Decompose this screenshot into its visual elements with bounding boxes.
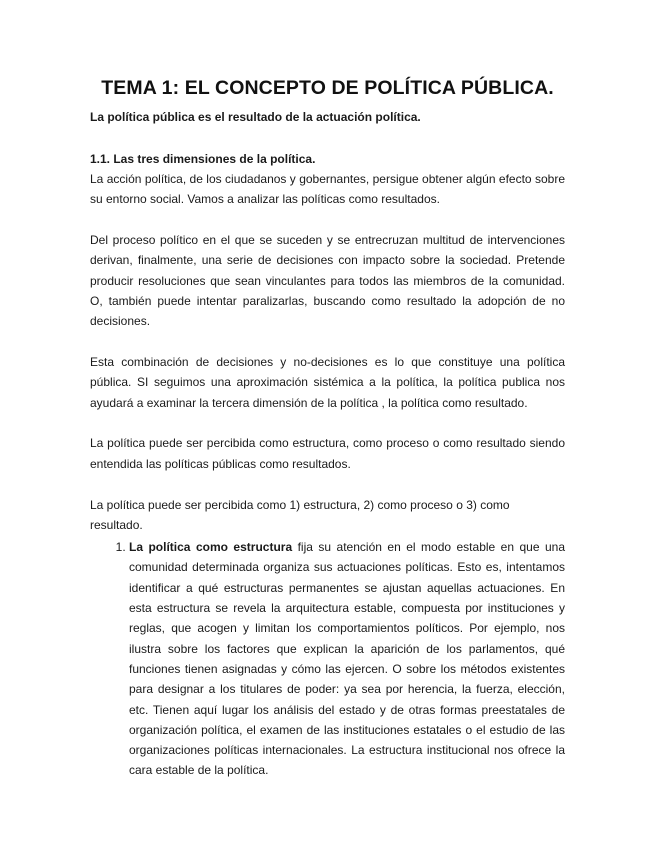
paragraph-3: Esta combinación de decisiones y no-decisiones es lo que constituye una política pública. SI seguimos una aproximación sistémica a la política, la política publica nos ayudará a examinar la tercera dimensión de la política , la política como resultado. [90,355,565,410]
list-item [129,537,565,781]
document-title: TEMA 1: EL CONCEPTO DE POLÍTICA PÚBLICA. [101,77,554,99]
section-heading: 1.1. Las tres dimensiones de la política. [90,152,316,166]
list-intro: La política puede ser percibida como 1) estructura, 2) como proceso o 3) como resultado. [90,497,510,532]
list-item-bold-lead: La política como estructura [129,540,293,555]
numbered-list [90,537,565,781]
list-item-text: fija su atención en el modo estable en que una comunidad determinada organiza sus actuaciones políticas. Esto es, intentamos identificar a qué estructuras permanentes se ajustan aquellas actuaciones. En esta estructura se revela la arquitectura estable, compuesta por instituciones y reglas, que acogen y limitan los comportamientos políticos. Por ejemplo, nos ilustra sobre los factores que explican la aparición de los parlamentos, qué funciones tienen asignadas y cómo las ejercen. O sobre los métodos existentes para designar a los titulares de poder: ya sea por herencia, la fuerza, elección, etc. Tienen aquí lugar los análisis del estado y de otras formas preestatales de organización política, el examen de las instituciones estatales o el estudio de las organizaciones políticas internacionales. La estructura institucional nos ofrece la cara estable de la política. [129,540,566,778]
document-subtitle: La política pública es el resultado de la actuación política. [90,110,421,124]
paragraph-1: La acción política, de los ciudadanos y gobernantes, persigue obtener algún efecto sobre su entorno social. Vamos a analizar las políticas como resultados. [90,172,565,207]
paragraph-4: La política puede ser percibida como estructura, como proceso o como resultado siendo entendida las políticas públicas como resultados. [90,436,565,471]
paragraph-2: Del proceso político en el que se suceden y se entrecruzan multitud de intervenciones derivan, finalmente, una serie de decisiones con impacto sobre la sociedad. Pretende producir resoluciones que sean vinculantes para todos las miembros de la comunidad. O, también puede intentar paralizarlas, buscando como resultado la adopción de no decisiones. [90,233,565,329]
